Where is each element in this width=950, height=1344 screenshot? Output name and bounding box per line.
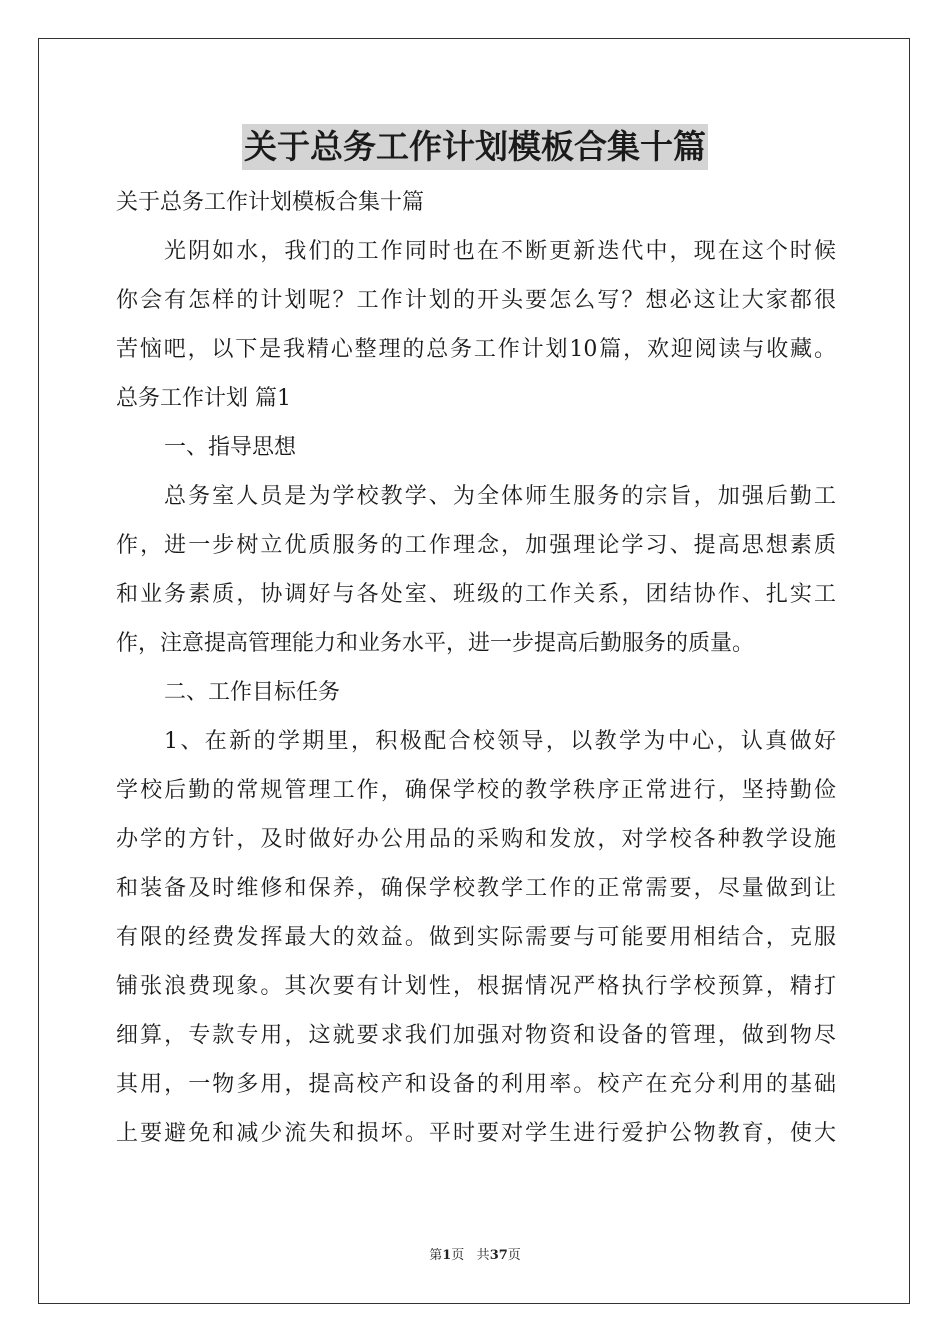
body-line: 细算，专款专用，这就要求我们加强对物资和设备的管理，做到物尽 [116, 1023, 836, 1048]
footer-page-suffix: 页 [451, 1248, 465, 1263]
footer-total-pages: 37 [489, 1248, 508, 1263]
footer-total-prefix: 共 [476, 1248, 490, 1263]
document-body [116, 178, 836, 1158]
document-title: 关于总务工作计划模板合集十篇 [242, 124, 708, 170]
body-line: 总务工作计划 篇1 [116, 386, 291, 411]
body-line: 一、指导思想 [164, 435, 297, 460]
title-container [0, 124, 950, 170]
body-line: 上要避免和减少流失和损坏。平时要对学生进行爱护公物教育，使大 [116, 1121, 836, 1146]
body-line: 你会有怎样的计划呢？工作计划的开头要怎么写？想必这让大家都很 [116, 288, 836, 313]
body-line: 学校后勤的常规管理工作，确保学校的教学秩序正常进行，坚持勤俭 [116, 778, 836, 803]
body-line: 二、工作目标任务 [164, 680, 341, 705]
body-line: 和装备及时维修和保养，确保学校教学工作的正常需要，尽量做到让 [116, 876, 836, 901]
body-line: 总务室人员是为学校教学、为全体师生服务的宗旨，加强后勤工 [164, 484, 836, 509]
body-line: 作，进一步树立优质服务的工作理念，加强理论学习、提高思想素质 [116, 533, 836, 558]
footer-current-page: 1 [442, 1248, 452, 1263]
body-line: 和业务素质，协调好与各处室、班级的工作关系，团结协作、扎实工 [116, 582, 836, 607]
footer-page-prefix: 第 [429, 1248, 443, 1263]
body-line: 铺张浪费现象。其次要有计划性，根据情况严格执行学校预算，精打 [116, 974, 836, 999]
body-line: 1、在新的学期里，积极配合校领导，以教学为中心，认真做好 [164, 729, 836, 754]
page-footer [0, 1247, 950, 1265]
body-line: 苦恼吧，以下是我精心整理的总务工作计划10篇，欢迎阅读与收藏。 [116, 337, 836, 362]
body-line: 其用，一物多用，提高校产和设备的利用率。校产在充分利用的基础 [116, 1072, 836, 1097]
body-line: 有限的经费发挥最大的效益。做到实际需要与可能要用相结合，克服 [116, 925, 836, 950]
body-line: 关于总务工作计划模板合集十篇 [116, 190, 425, 215]
body-line: 办学的方针，及时做好办公用品的采购和发放，对学校各种教学设施 [116, 827, 836, 852]
footer-total-suffix: 页 [507, 1248, 521, 1263]
body-line: 作，注意提高管理能力和业务水平，进一步提高后勤服务的质量。 [116, 631, 755, 656]
body-line: 光阴如水，我们的工作同时也在不断更新迭代中，现在这个时候 [164, 239, 836, 264]
